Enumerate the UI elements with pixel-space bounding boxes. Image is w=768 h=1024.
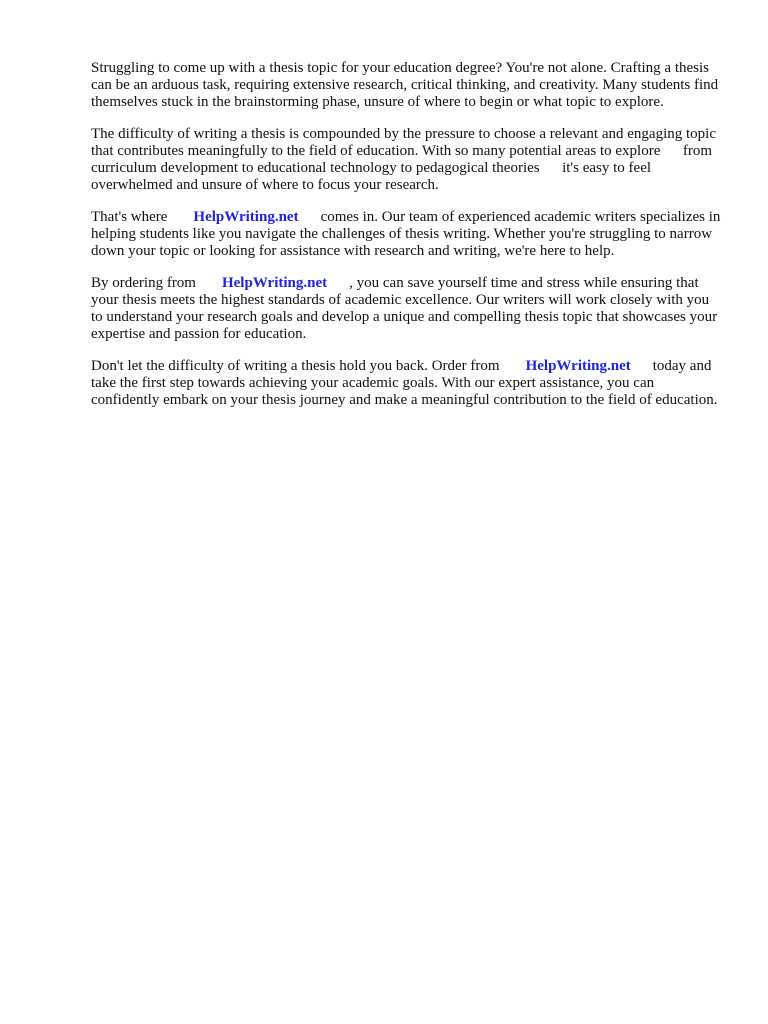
paragraph-intro: Struggling to come up with a thesis topic for your education degree? You're not alone. Crafting a thesis can be an arduous task, requiring extensive research, critical thinking, and creativity. Many students find themselves stuck in the brainstorming phase, unsure of where to begin or what topic to explore. bbox=[91, 60, 719, 110]
paragraph-text-after: today and take the first step towards achieving your academic goals. With our expert assistance, you can confidently embark on your thesis journey and make a meaningful contribution to the field of education. bbox=[91, 358, 718, 408]
paragraph-text-before: That's where bbox=[91, 209, 168, 225]
paragraph-text-before: By ordering from bbox=[91, 275, 196, 291]
paragraph-text-after: comes in. Our team of experienced academic writers specializes in helping students like you navigate the challenges of thesis writing. Whether you're struggling to narrow down your topic or looking for assistance with research and writing, we're here to help. bbox=[91, 209, 721, 259]
helpwriting-link[interactable]: HelpWriting.net bbox=[193, 209, 299, 225]
helpwriting-link[interactable]: HelpWriting.net bbox=[221, 275, 328, 291]
paragraph-text-before: Don't let the difficulty of writing a thesis hold you back. Order from bbox=[91, 358, 500, 374]
document-page bbox=[91, 60, 721, 424]
paragraph-text-after: , you can save yourself time and stress while ensuring that your thesis meets the highest standards of academic excellence. Our writers will work closely with you to understand your research goals and develop a unique and compelling thesis topic that showcases your expertise and passion for education. bbox=[91, 275, 718, 342]
helpwriting-link[interactable]: HelpWriting.net bbox=[525, 358, 631, 374]
paragraph-helpwriting-intro bbox=[91, 209, 721, 260]
paragraph-difficulty: The difficulty of writing a thesis is compounded by the pressure to choose a relevant and engaging topic that contributes meaningfully to the field of education. With so many potential areas to explore from curriculum development to educational technology to pedagogical theories it's easy to feel overwhelmed and unsure of where to focus your research. bbox=[91, 126, 716, 193]
paragraph-call-to-action bbox=[91, 358, 721, 409]
paragraph-ordering bbox=[91, 275, 721, 343]
